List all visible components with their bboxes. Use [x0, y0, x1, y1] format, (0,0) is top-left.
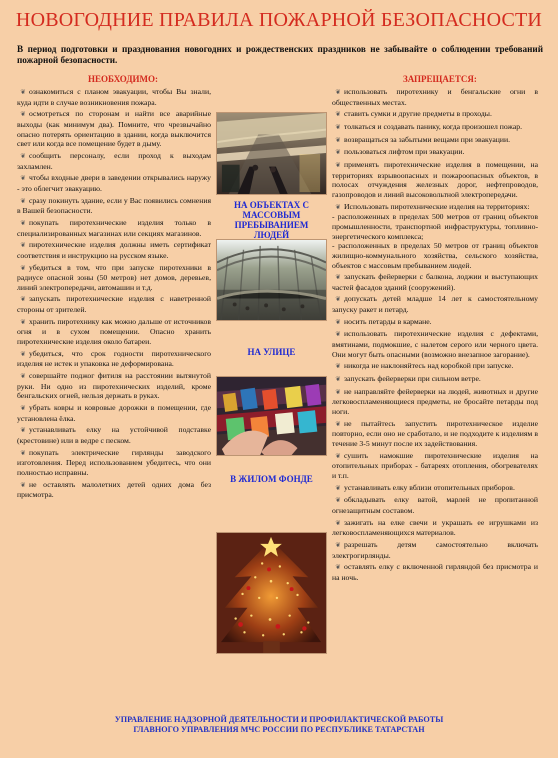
required-item-text: убедиться, что срок годности пиротехнического изделия не истек и упаковка не деформирована.: [17, 348, 211, 369]
forbidden-item: [332, 160, 538, 200]
required-item: [17, 173, 211, 193]
forbidden-item-text: использовать пиротехнические изделия с дефектами, вмятинами, подмокшие, с налетом серого или черного цвета. Они могут быть опасными (возможно внезапное загорание).: [332, 329, 538, 359]
fireworks-photo: [216, 376, 327, 456]
flame-bullet-icon: ❦: [335, 111, 341, 119]
forbidden-item-text: возвращаться за забытыми вещами при эвакуации.: [344, 134, 511, 144]
mass-event-caption: НА ОБЪЕКТАХ С МАССОВЫМ ПРЕБЫВАНИЕМ ЛЮДЕЙ: [233, 200, 310, 240]
flame-bullet-icon: ❦: [335, 452, 341, 460]
forbidden-item-text: носить петарды в кармане.: [344, 316, 432, 326]
required-item: [17, 448, 211, 478]
flame-bullet-icon: ❦: [335, 363, 341, 371]
street-caption: НА УЛИЦЕ: [247, 347, 296, 357]
forbidden-item-text: пользоваться лифтом при эвакуации.: [344, 147, 465, 157]
required-item-text: запускать пиротехнические изделия с наветренной стороны от зрителей.: [17, 294, 211, 315]
required-item-text: ознакомиться с планом эвакуации, чтобы Вы знали, куда идти в случае возникновения пожара.: [17, 87, 211, 107]
required-item-text: устанавливать елку на устойчивой подставке (крестовине) или в ведре с песком.: [17, 425, 211, 445]
required-item: [17, 403, 211, 423]
required-item: [17, 425, 211, 445]
forbidden-heading: ЗАПРЕЩАЕТСЯ:: [403, 74, 477, 84]
required-item-text: совершайте поджог фитиля на расстоянии вытянутой руки. Ни одно из пиротехнических изделий, кроме бенгальских огней, нельзя держать в руках.: [17, 371, 211, 401]
flame-bullet-icon: ❦: [20, 350, 26, 358]
forbidden-item-text: толкаться и создавать панику, когда произошел пожар.: [344, 121, 523, 131]
mall-interior-image: [217, 113, 326, 194]
forbidden-item: [332, 294, 538, 314]
required-item: [17, 480, 211, 500]
flame-bullet-icon: ❦: [335, 519, 341, 527]
flame-bullet-icon: ❦: [20, 89, 26, 96]
forbidden-item: [332, 540, 538, 560]
flame-bullet-icon: ❦: [335, 420, 341, 428]
flame-bullet-icon: ❦: [335, 541, 341, 549]
forbidden-item: [332, 419, 538, 449]
required-item: [17, 317, 211, 347]
required-item-text: не оставлять малолетних детей одних дома без присмотра.: [17, 479, 211, 500]
forbidden-item: [332, 202, 538, 271]
required-item-text: осмотреться по сторонам и найти все аварийные выходы (как минимум два). Помните, что чрезвычайно опасно потерять ориентацию в здании, когда выключится свет или когда все помещение будет в дыму.: [17, 109, 211, 149]
flame-bullet-icon: ❦: [335, 388, 341, 396]
poster-title: НОВОГОДНИЕ ПРАВИЛА ПОЖАРНОЙ БЕЗОПАСНОСТИ: [15, 9, 543, 31]
forbidden-item: [332, 483, 538, 494]
shopping-arcade-image: [217, 240, 326, 320]
fireworks-shelf-image: [217, 377, 326, 455]
required-heading: НЕОБХОДИМО:: [88, 74, 159, 84]
forbidden-item: [332, 518, 538, 538]
flame-bullet-icon: ❦: [20, 296, 26, 304]
flame-bullet-icon: ❦: [335, 149, 341, 157]
required-item: [17, 151, 211, 171]
forbidden-item-text: разрешать детям самостоятельно включать электрогирлянды.: [332, 539, 538, 560]
flame-bullet-icon: ❦: [335, 376, 341, 384]
forbidden-item-text: запускать фейерверки при сильном ветре.: [344, 374, 481, 384]
forbidden-item: [332, 122, 538, 133]
flame-bullet-icon: ❦: [20, 219, 26, 227]
required-item-text: сразу покинуть здание, если у Вас появились сомнения в Вашей безопасности.: [17, 195, 211, 216]
flame-bullet-icon: ❦: [335, 89, 341, 96]
flame-bullet-icon: ❦: [20, 449, 26, 457]
forbidden-item: [332, 495, 538, 515]
flame-bullet-icon: ❦: [20, 318, 26, 326]
footer-line-2: ГЛАВНОГО УПРАВЛЕНИЯ МЧС РОССИИ ПО РЕСПУБЛИКЕ ТАТАРСТАН: [133, 725, 425, 734]
christmas-tree-photo: [216, 532, 327, 654]
flame-bullet-icon: ❦: [335, 274, 341, 282]
flame-bullet-icon: ❦: [20, 152, 26, 160]
flame-bullet-icon: ❦: [335, 161, 341, 169]
required-item-text: хранить пиротехнику как можно дальше от источников огня и в сухом помещении. Опасно хранить пиротехнические изделия около батареи.: [17, 316, 211, 347]
christmas-tree-image: [217, 533, 326, 653]
forbidden-item-text: оставлять елку с включенной гирляндой без присмотра и на ночь.: [332, 562, 538, 582]
photo-column: [216, 87, 327, 677]
required-item-text: покупать пиротехнические изделия только в специализированных магазинах или секциях магазинов.: [17, 217, 211, 238]
mall-photo: [216, 112, 327, 195]
forbidden-item-text: использовать пиротехнику и бенгальские огни в общественных местах.: [332, 87, 538, 107]
required-item-text: покупать электрические гирлянды заводского изготовления. Перед использованием убедитесь, что они полностью исправны.: [17, 447, 211, 477]
flame-bullet-icon: ❦: [20, 373, 26, 381]
required-item-text: сообщить персоналу, если проход к выходам захламлен.: [17, 150, 211, 171]
flame-bullet-icon: ❦: [20, 264, 26, 272]
required-item: [17, 263, 211, 293]
arcade-photo: [216, 239, 327, 321]
flame-bullet-icon: ❦: [20, 111, 26, 119]
forbidden-item: [332, 361, 538, 372]
forbidden-item: [332, 109, 538, 120]
required-item: [17, 294, 211, 314]
required-item: [17, 87, 211, 107]
flame-bullet-icon: ❦: [20, 175, 26, 183]
forbidden-item: [332, 135, 538, 146]
forbidden-item-text: не пытайтесь запустить пиротехническое изделие повторно, если оно не сработало, и не подходите к изделиям в течение 3-5 минут после их задействования.: [332, 418, 538, 448]
intro-paragraph: В период подготовки и празднования новогодних и рождественских праздников не забывайте о соблюдении требований пожарной безопасности.: [17, 44, 543, 65]
forbidden-item-text: обкладывать елку ватой, марлей не пропитанной огнезащитным составом.: [332, 495, 538, 515]
required-item-text: убрать ковры и ковровые дорожки в помещении, где установлена ёлка.: [17, 403, 211, 423]
forbidden-item: [332, 317, 538, 328]
required-item: [17, 109, 211, 149]
required-item: [17, 371, 211, 401]
required-list: [17, 87, 211, 502]
forbidden-item-text: устанавливать елку вблизи отопительных приборов.: [344, 482, 515, 492]
forbidden-item-text: зажигать на елке свечи и украшать ее игрушками из легковоспламеняющихся материалов.: [332, 517, 538, 538]
forbidden-item-text: применять пиротехнические изделия в помещении, на территориях взрывоопасных и пожароопасных объектов, в полосах отчуждения железных дорог, нефтепроводов, газопроводов и линий высоковольтной электропередачи.: [332, 159, 538, 199]
required-item: [17, 218, 211, 238]
required-item: [17, 349, 211, 369]
flame-bullet-icon: ❦: [335, 123, 341, 131]
forbidden-item-text: никогда не наклоняйтесь над коробкой при запуске.: [344, 361, 514, 371]
flame-bullet-icon: ❦: [20, 242, 26, 250]
home-caption: В ЖИЛОМ ФОНДЕ: [230, 474, 313, 484]
required-item-text: пиротехнические изделия должны иметь сертификат соответствия и инструкцию на русском языке.: [17, 240, 211, 260]
forbidden-item: [332, 451, 538, 481]
flame-bullet-icon: ❦: [335, 318, 341, 326]
forbidden-item-text: допускать детей младше 14 лет к самостоятельному запуску ракет и петард.: [332, 294, 538, 315]
flame-bullet-icon: ❦: [20, 427, 26, 435]
forbidden-item-text: Использовать пиротехнические изделия на территориях: - расположенных в пределах 500 метров от границ объектов промышленности, транспортной инфраструктуры, топливно-энергетического комплекса; - расположенных в пределах 50 метров от границ объектов жилищно-коммунального хозяйства, сельского хозяйства, объектов с массовым пребыванием людей.: [332, 201, 538, 270]
flame-bullet-icon: ❦: [335, 136, 341, 144]
flame-bullet-icon: ❦: [335, 203, 341, 211]
forbidden-item: [332, 272, 538, 292]
flame-bullet-icon: ❦: [335, 331, 341, 339]
required-item: [17, 240, 211, 260]
required-item-text: убедиться в том, что при запуске пиротехники в радиусе опасной зоны (50 метров) нет домов, деревьев, линий электропередачи, автомашин и т.д.: [17, 262, 211, 292]
forbidden-item-text: сушить намокшие пиротехнические изделия на отопительных приборах - батареях отопления, обогревателях и т.п.: [332, 450, 538, 480]
footer: [0, 715, 558, 735]
required-item-text: чтобы входные двери в заведении открывались наружу - это облегчит эвакуацию.: [17, 173, 211, 193]
footer-line-1: УПРАВЛЕНИЕ НАДЗОРНОЙ ДЕЯТЕЛЬНОСТИ И ПРОФИЛАКТИЧЕСКОЙ РАБОТЫ: [114, 715, 444, 724]
forbidden-item: [332, 387, 538, 417]
forbidden-item: [332, 147, 538, 158]
flame-bullet-icon: ❦: [335, 564, 341, 572]
forbidden-item-text: не направляйте фейерверки на людей, животных и другие легковоспламеняющиеся предметы, не бросайте петарды под ноги.: [332, 386, 538, 417]
forbidden-item-text: запускать фейерверки с балкона, лоджии и выступающих частей фасадов зданий (сооружений).: [332, 272, 538, 292]
forbidden-item: [332, 329, 538, 359]
flame-bullet-icon: ❦: [20, 197, 26, 205]
flame-bullet-icon: ❦: [20, 481, 26, 489]
flame-bullet-icon: ❦: [335, 484, 341, 492]
forbidden-item: [332, 374, 538, 385]
forbidden-item-text: ставить сумки и другие предметы в проходы.: [344, 109, 492, 119]
forbidden-item: [332, 87, 538, 107]
flame-bullet-icon: ❦: [335, 497, 341, 505]
forbidden-list: [332, 87, 538, 585]
required-item: [17, 196, 211, 216]
flame-bullet-icon: ❦: [335, 296, 341, 304]
flame-bullet-icon: ❦: [20, 405, 26, 413]
forbidden-item: [332, 562, 538, 582]
